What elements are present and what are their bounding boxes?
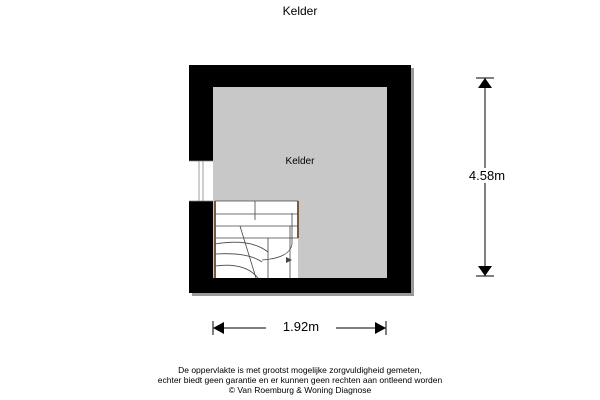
width-dimension-label: 1.92m bbox=[266, 319, 336, 334]
disclaimer-line-2: echter biedt geen garantie en er kunnen geen rechten aan ontleend worden bbox=[157, 375, 443, 385]
window-opening bbox=[189, 161, 213, 201]
height-dimension-label: 4.58m bbox=[452, 168, 522, 183]
disclaimer-line-3: © Van Roemburg & Woning Diagnose bbox=[228, 385, 372, 395]
disclaimer bbox=[0, 365, 600, 395]
disclaimer-line-1: De oppervlakte is met grootst mogelijke zorgvuldigheid gemeten, bbox=[178, 365, 422, 375]
staircase bbox=[215, 201, 298, 278]
page-title: Kelder bbox=[282, 4, 318, 18]
room-label: Kelder bbox=[285, 156, 315, 167]
